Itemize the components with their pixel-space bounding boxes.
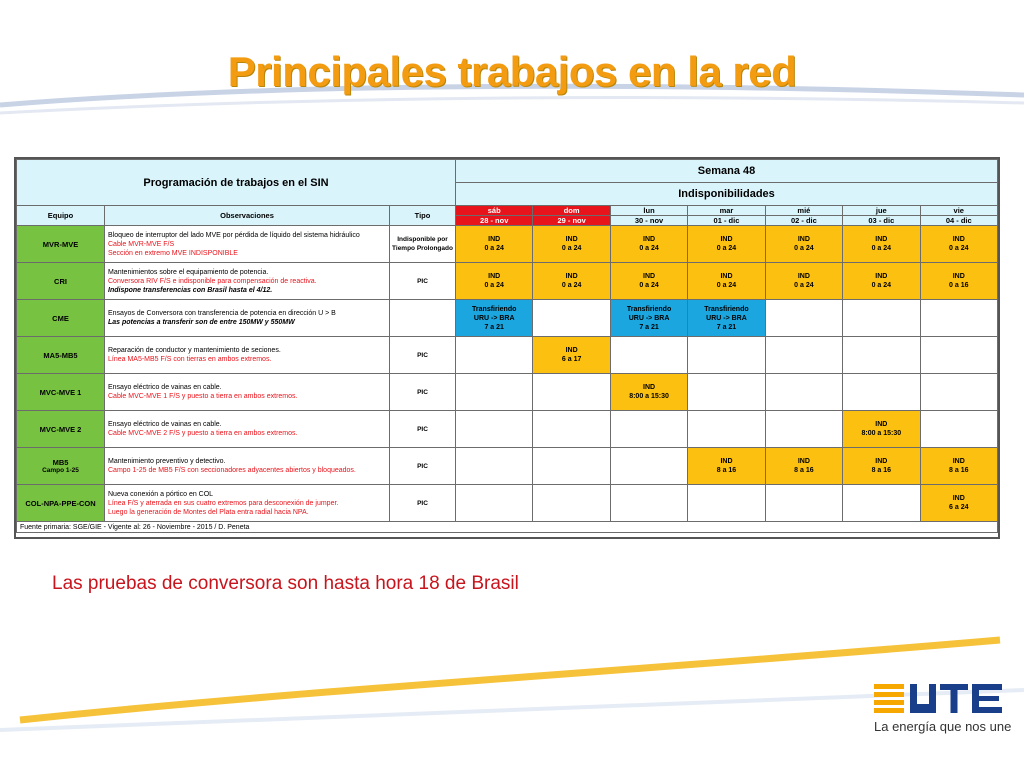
observaciones-cell — [105, 226, 390, 263]
schedule-cell — [843, 337, 920, 374]
observacion-line: Nueva conexión a pórtico en COL — [108, 490, 214, 498]
schedule-cell — [688, 300, 765, 337]
bottom-swoosh-decoration — [0, 630, 1024, 740]
day-name-4: mié — [765, 206, 842, 216]
table-row — [17, 411, 998, 448]
schedule-cell — [610, 300, 687, 337]
observacion-line: Cable MVC-MVE 1 F/S y puesto a tierra en ambos extremos. — [108, 393, 298, 400]
schedule-cell-line: IND — [565, 273, 578, 280]
schedule-cell-line: 8 a 16 — [716, 467, 737, 474]
observacion-line: Conversora RIV F/S e indisponible para compensación de reactiva. — [108, 277, 317, 285]
tipo-line: Indisponible por — [397, 236, 448, 243]
schedule-cell-line: IND — [488, 273, 501, 280]
equipo-line: CRI — [54, 276, 67, 286]
table-row — [17, 374, 998, 411]
schedule-cell — [533, 448, 610, 485]
table-row — [17, 448, 998, 485]
schedule-cell-line: 8:00 a 15:30 — [861, 430, 902, 437]
schedule-cell-line: IND — [875, 421, 888, 428]
equipo-cell — [17, 374, 105, 411]
day-name-2: lun — [610, 206, 687, 216]
schedule-cell — [765, 485, 842, 522]
schedule-cell-line: URU -> BRA — [706, 314, 747, 322]
schedule-cell — [765, 411, 842, 448]
observaciones-cell — [105, 374, 390, 411]
tipo-line: PIC — [417, 277, 428, 285]
schedule-cell — [533, 337, 610, 374]
schedule-cell-line: 7 a 21 — [716, 323, 737, 331]
schedule-cell-line: 0 a 24 — [639, 282, 659, 289]
schedule-cell — [920, 485, 997, 522]
schedule-cell-line: IND — [952, 495, 965, 502]
equipo-line: CME — [52, 313, 69, 323]
equipo-line: Campo 1-25 — [42, 467, 79, 474]
schedule-cell-line: 0 a 24 — [561, 282, 582, 289]
observacion-line: Mantenimiento preventivo y detectivo. — [108, 458, 226, 465]
observacion-line: Cable MVR-MVE F/S — [108, 240, 175, 248]
schedule-cell-line: 0 a 24 — [716, 282, 737, 289]
tipo-cell — [390, 263, 456, 300]
equipo-cell — [17, 485, 105, 522]
equipo-line: MVR-MVE — [42, 239, 79, 249]
schedule-cell — [765, 226, 842, 263]
schedule-cell-line: 6 a 17 — [561, 356, 582, 363]
schedule-cell-line: 0 a 24 — [484, 282, 504, 289]
day-date-5: 03 - dic — [843, 216, 920, 226]
tipo-cell — [390, 485, 456, 522]
schedule-cell — [533, 226, 610, 263]
schedule-cell — [688, 485, 765, 522]
observacion-line: Luego la generación de Montes del Plata entra radial hacia NPA. — [108, 508, 309, 516]
schedule-table — [16, 159, 998, 533]
schedule-cell-line: IND — [488, 236, 501, 243]
observacion-line: Línea F/S y aterrada en sus cuatro extremos para desconexión de jumper. — [108, 499, 339, 507]
tipo-line: PIC — [417, 425, 428, 433]
schedule-cell-line: 0 a 24 — [871, 245, 892, 252]
observaciones-cell — [105, 485, 390, 522]
schedule-cell-line: IND — [643, 273, 656, 280]
schedule-cell-line: 0 a 24 — [794, 245, 814, 252]
schedule-table-container — [14, 157, 1000, 539]
schedule-cell — [610, 374, 687, 411]
equipo-line: MA5-MB5 — [43, 350, 78, 360]
schedule-cell-line: IND — [797, 273, 810, 280]
schedule-cell-line: 0 a 24 — [949, 245, 969, 252]
tipo-line: PIC — [417, 499, 428, 507]
schedule-cell — [688, 448, 765, 485]
schedule-cell — [688, 263, 765, 300]
week-header: Semana 48 — [456, 160, 998, 183]
schedule-cell-line: 0 a 24 — [484, 245, 504, 252]
schedule-cell-line: 0 a 24 — [639, 245, 659, 252]
schedule-cell — [610, 448, 687, 485]
schedule-cell-line: 0 a 16 — [949, 282, 969, 289]
tipo-cell — [390, 448, 456, 485]
observacion-line: Cable MVC-MVE 2 F/S y puesto a tierra en ambos extremos. — [108, 430, 298, 437]
schedule-cell — [765, 448, 842, 485]
equipo-line: MVC-MVE 2 — [39, 424, 82, 434]
day-date-1: 29 - nov — [533, 216, 610, 226]
schedule-cell-line: 0 a 24 — [716, 245, 737, 252]
equipo-line: COL-NPA-PPE-CON — [25, 498, 96, 508]
table-header-title: Programación de trabajos en el SIN — [17, 160, 456, 206]
day-name-1: dom — [533, 206, 610, 216]
schedule-cell — [610, 263, 687, 300]
schedule-cell — [456, 263, 533, 300]
observaciones-cell — [105, 337, 390, 374]
schedule-cell — [843, 226, 920, 263]
schedule-cell — [843, 374, 920, 411]
schedule-cell — [456, 411, 533, 448]
schedule-cell-line: IND — [643, 384, 656, 391]
schedule-cell — [920, 374, 997, 411]
schedule-cell — [688, 226, 765, 263]
schedule-cell-line: 8 a 16 — [794, 467, 814, 474]
observaciones-cell — [105, 263, 390, 300]
observaciones-cell — [105, 300, 390, 337]
schedule-cell-line: IND — [797, 236, 810, 243]
tipo-cell — [390, 226, 456, 263]
schedule-cell — [765, 263, 842, 300]
schedule-cell-line: IND — [952, 236, 965, 243]
observacion-line: Mantenimientos sobre el equipamiento de potencia. — [108, 268, 269, 276]
day-date-2: 30 - nov — [610, 216, 687, 226]
schedule-cell — [920, 448, 997, 485]
observacion-line: Las potencias a transferir son de entre 150MW y 550MW — [108, 319, 295, 326]
day-name-0: sáb — [456, 206, 533, 216]
schedule-cell — [688, 337, 765, 374]
schedule-cell — [765, 374, 842, 411]
column-header-observaciones: Observaciones — [105, 206, 390, 226]
observacion-line: Bloqueo de interruptor del lado MVE por pérdida de líquido del sistema hidráulico — [108, 231, 360, 239]
schedule-cell-line: URU -> BRA — [628, 314, 670, 322]
tipo-line: PIC — [417, 462, 428, 470]
day-date-6: 04 - dic — [920, 216, 997, 226]
equipo-cell — [17, 226, 105, 263]
note-text: Las pruebas de conversora son hasta hora 18 de Brasil — [52, 573, 519, 594]
schedule-cell — [456, 448, 533, 485]
schedule-cell-line: Transfiriendo — [626, 305, 672, 313]
tipo-line: Tiempo Prolongado — [392, 245, 453, 252]
schedule-cell-line: IND — [720, 273, 733, 280]
schedule-cell-line: 6 a 24 — [949, 504, 969, 511]
tipo-line: PIC — [417, 388, 428, 396]
schedule-cell-line: 0 a 24 — [871, 282, 892, 289]
day-date-0: 28 - nov — [456, 216, 533, 226]
schedule-cell-line: IND — [797, 458, 810, 465]
observacion-line: Indispone transferencias con Brasil hasta el 4/12. — [108, 286, 273, 294]
schedule-cell-line: IND — [720, 458, 733, 465]
schedule-cell — [533, 411, 610, 448]
schedule-cell-line: 0 a 24 — [794, 282, 814, 289]
schedule-cell-line: IND — [952, 273, 965, 280]
schedule-cell-line: 0 a 24 — [561, 245, 582, 252]
observacion-line: Ensayo eléctrico de vainas en cable. — [108, 384, 222, 391]
schedule-cell-line: IND — [875, 458, 888, 465]
ute-logo — [874, 680, 1006, 716]
schedule-cell — [688, 374, 765, 411]
schedule-cell-line: 8 a 16 — [949, 467, 969, 474]
column-header-tipo: Tipo — [390, 206, 456, 226]
equipo-cell — [17, 300, 105, 337]
schedule-cell — [456, 226, 533, 263]
schedule-cell — [920, 226, 997, 263]
observacion-line: Ensayos de Conversora con transferencia de potencia en dirección U > B — [108, 310, 336, 317]
schedule-cell — [610, 485, 687, 522]
schedule-cell — [843, 263, 920, 300]
schedule-cell-line: Transfiriendo — [704, 305, 749, 313]
schedule-cell-line: IND — [952, 458, 965, 465]
table-row — [17, 263, 998, 300]
schedule-cell — [533, 263, 610, 300]
table-footer-source: Fuente primaria: SGE/GIE - Vigente al: 26 - Noviembre - 2015 / D. Peneta — [17, 522, 998, 533]
schedule-cell — [920, 300, 997, 337]
observacion-line: Ensayo eléctrico de vainas en cable. — [108, 421, 222, 428]
schedule-cell-line: IND — [565, 236, 578, 243]
schedule-cell — [610, 411, 687, 448]
day-name-6: vie — [920, 206, 997, 216]
schedule-cell — [843, 485, 920, 522]
slide-title: Principales trabajos en la red — [227, 48, 797, 95]
schedule-cell — [920, 337, 997, 374]
tipo-cell — [390, 300, 456, 337]
schedule-cell-line: IND — [565, 347, 578, 354]
schedule-cell — [456, 485, 533, 522]
schedule-cell — [688, 411, 765, 448]
schedule-cell — [843, 411, 920, 448]
schedule-cell — [533, 300, 610, 337]
schedule-cell — [920, 411, 997, 448]
schedule-cell — [765, 337, 842, 374]
schedule-cell-line: IND — [875, 236, 888, 243]
observacion-line: Sección en extremo MVE INDISPONIBLE — [108, 249, 238, 257]
schedule-cell-line: 7 a 21 — [484, 323, 504, 331]
unavailability-header: Indisponibilidades — [456, 183, 998, 206]
day-name-3: mar — [688, 206, 765, 216]
schedule-cell — [920, 263, 997, 300]
tipo-cell — [390, 374, 456, 411]
schedule-cell — [456, 374, 533, 411]
schedule-cell — [533, 374, 610, 411]
observaciones-cell — [105, 411, 390, 448]
equipo-line: MVC-MVE 1 — [39, 387, 82, 397]
equipo-cell — [17, 411, 105, 448]
schedule-cell-line: IND — [643, 236, 656, 243]
schedule-cell-line: IND — [720, 236, 733, 243]
schedule-cell-line: 8:00 a 15:30 — [629, 393, 669, 400]
schedule-cell-line: URU -> BRA — [473, 314, 515, 322]
observaciones-cell — [105, 448, 390, 485]
equipo-cell — [17, 263, 105, 300]
tipo-line: PIC — [417, 351, 428, 359]
day-date-4: 02 - dic — [765, 216, 842, 226]
observacion-line: Campo 1-25 de MB5 F/S con seccionadores adyacentes abiertos y bloqueados. — [108, 467, 356, 474]
table-row — [17, 337, 998, 374]
column-header-equipo: Equipo — [17, 206, 105, 226]
schedule-cell — [610, 337, 687, 374]
equipo-cell — [17, 337, 105, 374]
schedule-cell-line: Transfiriendo — [472, 305, 517, 313]
table-row — [17, 485, 998, 522]
schedule-cell — [456, 337, 533, 374]
day-name-5: jue — [843, 206, 920, 216]
schedule-cell — [610, 226, 687, 263]
brand-tagline: La energía que nos une — [874, 719, 1012, 734]
schedule-cell — [843, 300, 920, 337]
schedule-cell — [456, 300, 533, 337]
table-row — [17, 300, 998, 337]
table-row — [17, 226, 998, 263]
schedule-cell-line: 7 a 21 — [639, 323, 659, 331]
tipo-cell — [390, 337, 456, 374]
day-date-3: 01 - dic — [688, 216, 765, 226]
equipo-line: MB5 — [52, 458, 69, 467]
schedule-cell-line: 8 a 16 — [871, 467, 892, 474]
equipo-cell — [17, 448, 105, 485]
observacion-line: Reparación de conductor y mantenimiento de seciones. — [108, 347, 281, 354]
schedule-cell-line: IND — [875, 273, 888, 280]
schedule-cell — [843, 448, 920, 485]
schedule-cell — [765, 300, 842, 337]
tipo-cell — [390, 411, 456, 448]
schedule-cell — [533, 485, 610, 522]
observacion-line: Línea MA5-MB5 F/S con tierras en ambos extremos. — [108, 356, 272, 363]
